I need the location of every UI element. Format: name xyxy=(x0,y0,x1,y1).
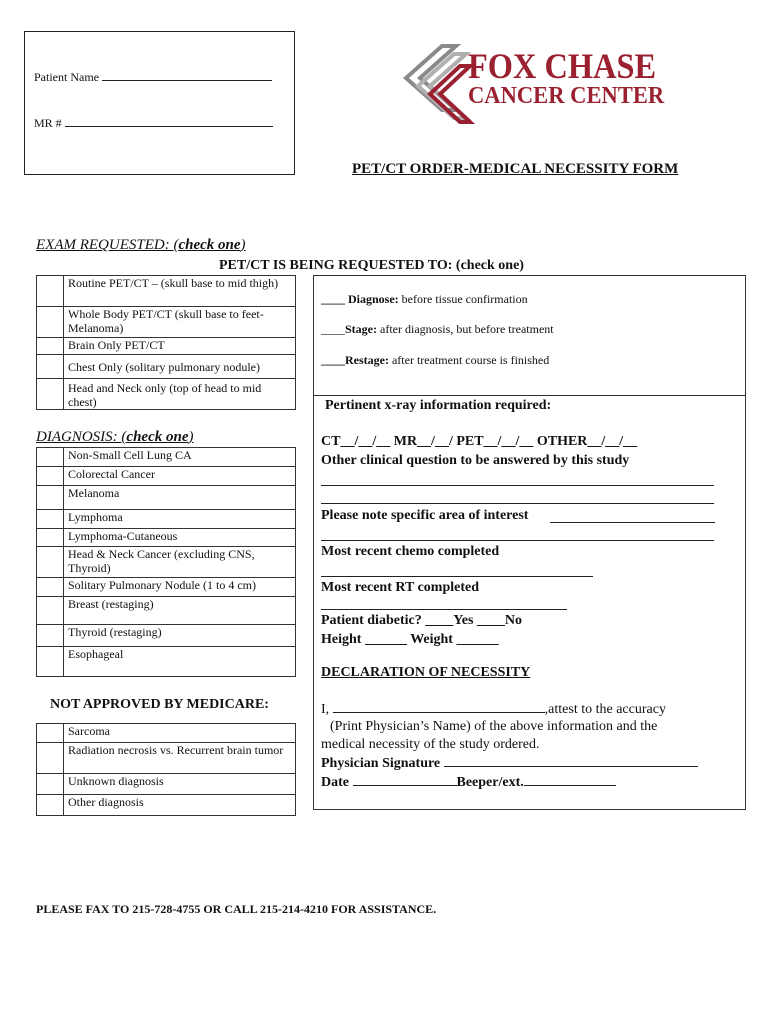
exam-option-1: Routine PET/CT – (skull base to mid thigh) xyxy=(64,276,296,307)
fax-instructions: PLEASE FAX TO 215-728-4755 OR CALL 215-214-4210 FOR ASSISTANCE. xyxy=(36,902,437,916)
form-title: PET/CT ORDER-MEDICAL NECESSITY FORM xyxy=(352,161,679,177)
diagnosis-checkbox-7[interactable] xyxy=(37,578,64,597)
pertinent-xray-heading: Pertinent x-ray information required: xyxy=(325,398,552,413)
table-row xyxy=(37,355,296,379)
table-row xyxy=(37,743,296,774)
restage-label: Restage: xyxy=(345,353,389,367)
table-row xyxy=(37,625,296,647)
patient-name-field xyxy=(34,70,272,85)
table-row xyxy=(37,486,296,510)
not-approved-option-1: Sarcoma xyxy=(64,724,296,743)
attest-line-2: (Print Physician’s Name) of the above information and the xyxy=(330,719,658,734)
diagnosis-option-10: Esophageal xyxy=(64,647,296,677)
diagnosis-option-4: Lymphoma xyxy=(64,510,296,529)
not-approved-checkbox-4[interactable] xyxy=(37,795,64,816)
date-line[interactable] xyxy=(353,774,457,786)
table-row xyxy=(37,276,296,307)
table-row xyxy=(37,338,296,355)
not-approved-option-4: Other diagnosis xyxy=(64,795,296,816)
exam-requested-table xyxy=(36,275,296,410)
attest-line: I, ,attest to the accuracy xyxy=(321,702,666,717)
logo-text-fox-chase: FOX CHASE xyxy=(468,46,657,86)
table-row xyxy=(37,379,296,410)
exam-checkbox-2[interactable] xyxy=(37,307,64,338)
exam-checkbox-3[interactable] xyxy=(37,338,64,355)
table-row xyxy=(37,529,296,547)
diabetic-field[interactable]: Patient diabetic? ____Yes ____No xyxy=(321,613,523,628)
table-row xyxy=(37,795,296,816)
chemo-label: Most recent chemo completed xyxy=(321,544,500,559)
diagnosis-checkbox-1[interactable] xyxy=(37,448,64,467)
purpose-diagnose-option[interactable]: ____ Diagnose: before tissue confirmation xyxy=(321,292,528,306)
clinical-question-line-1[interactable] xyxy=(321,485,714,486)
diagnosis-option-9: Thyroid (restaging) xyxy=(64,625,296,647)
patient-name-input-line[interactable] xyxy=(102,70,272,81)
rt-date-line[interactable] xyxy=(321,609,567,610)
table-row xyxy=(37,307,296,338)
chemo-date-line[interactable] xyxy=(321,576,593,577)
not-approved-option-3: Unknown diagnosis xyxy=(64,774,296,795)
exam-checkbox-5[interactable] xyxy=(37,379,64,410)
exam-checkbox-4[interactable] xyxy=(37,355,64,379)
diagnosis-checkbox-4[interactable] xyxy=(37,510,64,529)
mr-number-input-line[interactable] xyxy=(65,116,273,127)
rt-label: Most recent RT completed xyxy=(321,580,480,595)
table-row xyxy=(37,510,296,529)
not-approved-table xyxy=(36,723,296,816)
diagnosis-heading: DIAGNOSIS: (check one) xyxy=(36,429,194,445)
diagnosis-checkbox-9[interactable] xyxy=(37,625,64,647)
diagnosis-option-6: Head & Neck Cancer (excluding CNS, Thyroid) xyxy=(64,547,296,578)
specific-area-line-2[interactable] xyxy=(321,540,714,541)
purpose-stage-option[interactable]: ____Stage: after diagnosis, but before treatment xyxy=(321,322,554,336)
diagnosis-checkbox-3[interactable] xyxy=(37,486,64,510)
clinical-question-line-2[interactable] xyxy=(321,503,714,504)
signature-line[interactable] xyxy=(444,755,698,767)
exam-checkbox-1[interactable] xyxy=(37,276,64,307)
not-approved-checkbox-2[interactable] xyxy=(37,743,64,774)
diagnosis-checkbox-2[interactable] xyxy=(37,467,64,486)
panel-divider xyxy=(313,395,746,396)
clinical-question-label: Other clinical question to be answered by this study xyxy=(321,453,630,468)
diagnosis-checkbox-10[interactable] xyxy=(37,647,64,677)
diagnosis-option-1: Non-Small Cell Lung CA xyxy=(64,448,296,467)
table-row xyxy=(37,467,296,486)
table-row xyxy=(37,448,296,467)
declaration-heading: DECLARATION OF NECESSITY xyxy=(321,665,531,680)
patient-info-box xyxy=(24,31,295,175)
diagnosis-option-8: Breast (restaging) xyxy=(64,597,296,625)
beeper-label: Beeper/ext. xyxy=(456,775,524,790)
physician-signature-field xyxy=(321,755,698,772)
diagnosis-checkbox-5[interactable] xyxy=(37,529,64,547)
diagnosis-option-7: Solitary Pulmonary Nodule (1 to 4 cm) xyxy=(64,578,296,597)
mr-number-field xyxy=(34,116,273,131)
exam-option-5: Head and Neck only (top of head to mid chest) xyxy=(64,379,296,410)
prior-imaging-dates-field[interactable]: CT__/__/__ MR__/__/ PET__/__/__ OTHER__/__/__ xyxy=(321,434,638,449)
attest-line-3: medical necessity of the study ordered. xyxy=(321,737,540,752)
diagnosis-checkbox-6[interactable] xyxy=(37,547,64,578)
exam-option-2: Whole Body PET/CT (skull base to feet- Melanoma) xyxy=(64,307,296,338)
physician-name-line[interactable] xyxy=(333,701,545,713)
date-beeper-field xyxy=(321,774,616,791)
diagnose-label: Diagnose: xyxy=(348,292,399,306)
not-approved-option-2: Radiation necrosis vs. Recurrent brain tumor xyxy=(64,743,296,774)
exam-requested-heading: EXAM REQUESTED: (check one) xyxy=(36,237,246,253)
date-label: Date xyxy=(321,775,349,790)
mr-number-label: MR # xyxy=(34,116,62,130)
diagnosis-option-2: Colorectal Cancer xyxy=(64,467,296,486)
specific-area-label: Please note specific area of interest xyxy=(321,508,529,523)
logo-text-cancer-center: CANCER CENTER xyxy=(468,83,665,109)
beeper-line[interactable] xyxy=(524,774,616,786)
not-approved-checkbox-3[interactable] xyxy=(37,774,64,795)
diagnosis-checkbox-8[interactable] xyxy=(37,597,64,625)
table-row xyxy=(37,547,296,578)
requested-to-heading: PET/CT IS BEING REQUESTED TO: (check one) xyxy=(219,258,524,273)
exam-option-4: Chest Only (solitary pulmonary nodule) xyxy=(64,355,296,379)
not-approved-heading: NOT APPROVED BY MEDICARE: xyxy=(50,697,269,712)
not-approved-checkbox-1[interactable] xyxy=(37,724,64,743)
specific-area-line-1[interactable] xyxy=(550,522,715,523)
diagnosis-table xyxy=(36,447,296,677)
diagnosis-option-5: Lymphoma-Cutaneous xyxy=(64,529,296,547)
table-row xyxy=(37,578,296,597)
diagnosis-option-3: Melanoma xyxy=(64,486,296,510)
purpose-restage-option[interactable]: ____Restage: after treatment course is finished xyxy=(321,353,550,367)
height-weight-field[interactable]: Height ______ Weight ______ xyxy=(321,632,499,647)
table-row xyxy=(37,597,296,625)
stage-label: Stage: xyxy=(345,322,377,336)
table-row xyxy=(37,774,296,795)
exam-option-3: Brain Only PET/CT xyxy=(64,338,296,355)
patient-name-label: Patient Name xyxy=(34,70,99,84)
signature-label: Physician Signature xyxy=(321,756,441,771)
table-row xyxy=(37,647,296,677)
table-row xyxy=(37,724,296,743)
